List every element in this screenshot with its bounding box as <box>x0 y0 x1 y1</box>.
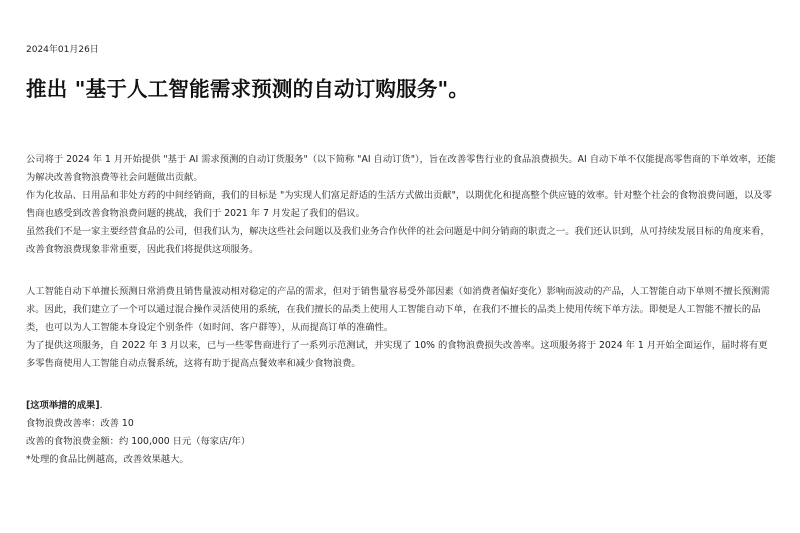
results-heading: [这项举措的成果] <box>26 400 100 411</box>
paragraph: 公司将于 2024 年 1 月开始提供 "基于 AI 需求预测的自动订货服务"（以下简称 "AI 自动订货"），旨在改善零售行业的食品浪费损失。AI 自动下单不仅能提高零售商的下单效率，还能为解决改善食物浪费等社会问题做出贡献。 <box>26 154 776 183</box>
paragraph: 作为化妆品、日用品和非处方药的中间经销商，我们的目标是 "为实现人们富足舒适的生活方式做出贡献"，以期优化和提高整个供应链的效率。针对整个社会的食物浪费问题，以及零售商也感受到改善食物浪费问题的挑战，我们于 2021 年 7 月发起了我们的倡议。 <box>26 190 772 219</box>
results-line: 改善的食物浪费金额：约 100,000 日元（每家店/年） <box>26 436 251 447</box>
results-heading-suffix: . <box>99 400 103 411</box>
paragraph: 为了提供这项服务，自 2022 年 3 月以来，已与一些零售商进行了一系列示范测试，并实现了 10% 的食物浪费损失改善率。这项服务将于 2024 年 1 月开始全面运作，届时将有更多零售商使用人工智能自动点餐系统，这将有助于提高点餐效率和减少食物浪费。 <box>26 340 768 369</box>
results-section <box>26 397 776 469</box>
paragraph: 人工智能自动下单擅长预测日常消费且销售量波动相对稳定的产品的需求，但对于销售量容易受外部因素（如消费者偏好变化）影响而波动的产品，人工智能自动下单则不擅长预测需求。因此，我们建立了一个可以通过混合操作灵活使用的系统，在我们擅长的品类上使用人工智能自动下单，在我们不擅长的品类上使用传统下单方法。即便是人工智能不擅长的品类，也可以为人工智能本身设定个别条件（如时间、客户群等），从而提高订单的准确性。 <box>26 286 770 333</box>
results-line: *处理的食品比例越高，改善效果越大。 <box>26 454 189 465</box>
publish-date: 2024年01月26日 <box>26 45 99 55</box>
paragraph: 虽然我们不是一家主要经营食品的公司，但我们认为，解决这些社会问题以及我们业务合作伙伴的社会问题是中间分销商的职责之一。我们还认识到，从可持续发展目标的角度来看，改善食物浪费现象非常重要，因此我们将提供这项服务。 <box>26 226 770 255</box>
results-line: 食物浪费改善率：改善 10 <box>26 418 134 429</box>
results-heading-line <box>26 397 776 415</box>
intro-section <box>26 151 776 259</box>
page-title: 推出 "基于人工智能需求预测的自动订购服务"。 <box>26 77 470 101</box>
service-details-section <box>26 283 776 373</box>
